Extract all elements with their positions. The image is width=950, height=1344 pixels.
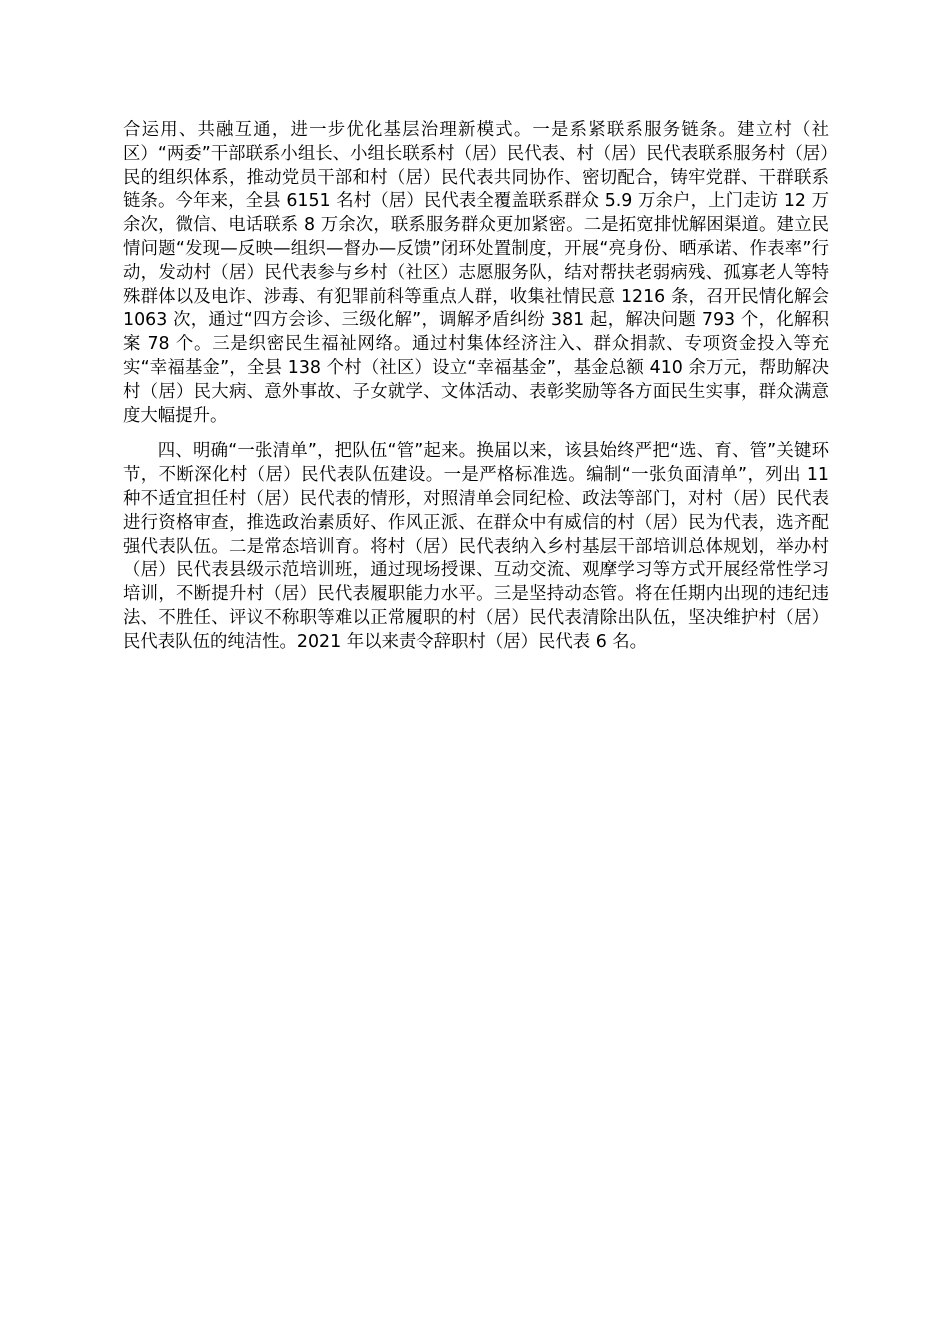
document-body bbox=[123, 119, 829, 655]
paragraph-continuation: 合运用、共融互通，进一步优化基层治理新模式。一是系紧联系服务链条。建立村（社区）“两委”干部联系小组长、小组长联系村（居）民代表、村（居）民代表联系服务村（居）民的组织体系，推动党员干部和村（居）民代表共同协作、密切配合，铸牢党群、干群联系链条。今年来，全县 6151 名村（居）民代表全覆盖联系群众 5.9 万余户，上门走访 12 万余次，微信、电话联系 8 万余次，联系服务群众更加紧密。二是拓宽排忧解困渠道。建立民情问题“发现—反映—组织—督办—反馈”闭环处置制度，开展“亮身份、晒承诺、作表率”行动，发动村（居）民代表参与乡村（社区）志愿服务队，结对帮扶老弱病残、孤寡老人等特殊群体以及电诈、涉毒、有犯罪前科等重点人群，收集社情民意 1216 条，召开民情化解会 1063 次，通过“四方会诊、三级化解”，调解矛盾纠纷 381 起，解决问题 793 个，化解积案 78 个。三是织密民生福祉网络。通过村集体经济注入、群众捐款、专项资金投入等充实“幸福基金”，全县 138 个村（社区）设立“幸福基金”，基金总额 410 余万元，帮助解决村（居）民大病、意外事故、子女就学、文体活动、表彰奖励等各方面民生实事，群众满意度大幅提升。 bbox=[123, 120, 829, 426]
paragraph-section-four: 四、明确“一张清单”，把队伍“管”起来。换届以来，该县始终严把“选、育、管”关键环节，不断深化村（居）民代表队伍建设。一是严格标准选。编制“一张负面清单”，列出 11 种不适宜担任村（居）民代表的情形，对照清单会同纪检、政法等部门，对村（居）民代表进行资格审查，推选政治素质好、作风正派、在群众中有威信的村（居）民为代表，选齐配强代表队伍。二是常态培训育。将村（居）民代表纳入乡村基层干部培训总体规划，举办村（居）民代表县级示范培训班，通过现场授课、互动交流、观摩学习等方式开展经常性学习培训，不断提升村（居）民代表履职能力水平。三是坚持动态管。将在任期内出现的违纪违法、不胜任、评议不称职等难以正常履职的村（居）民代表清除出队伍，坚决维护村（居）民代表队伍的纯洁性。2021 年以来责令辞职村（居）民代表 6 名。 bbox=[123, 441, 829, 652]
